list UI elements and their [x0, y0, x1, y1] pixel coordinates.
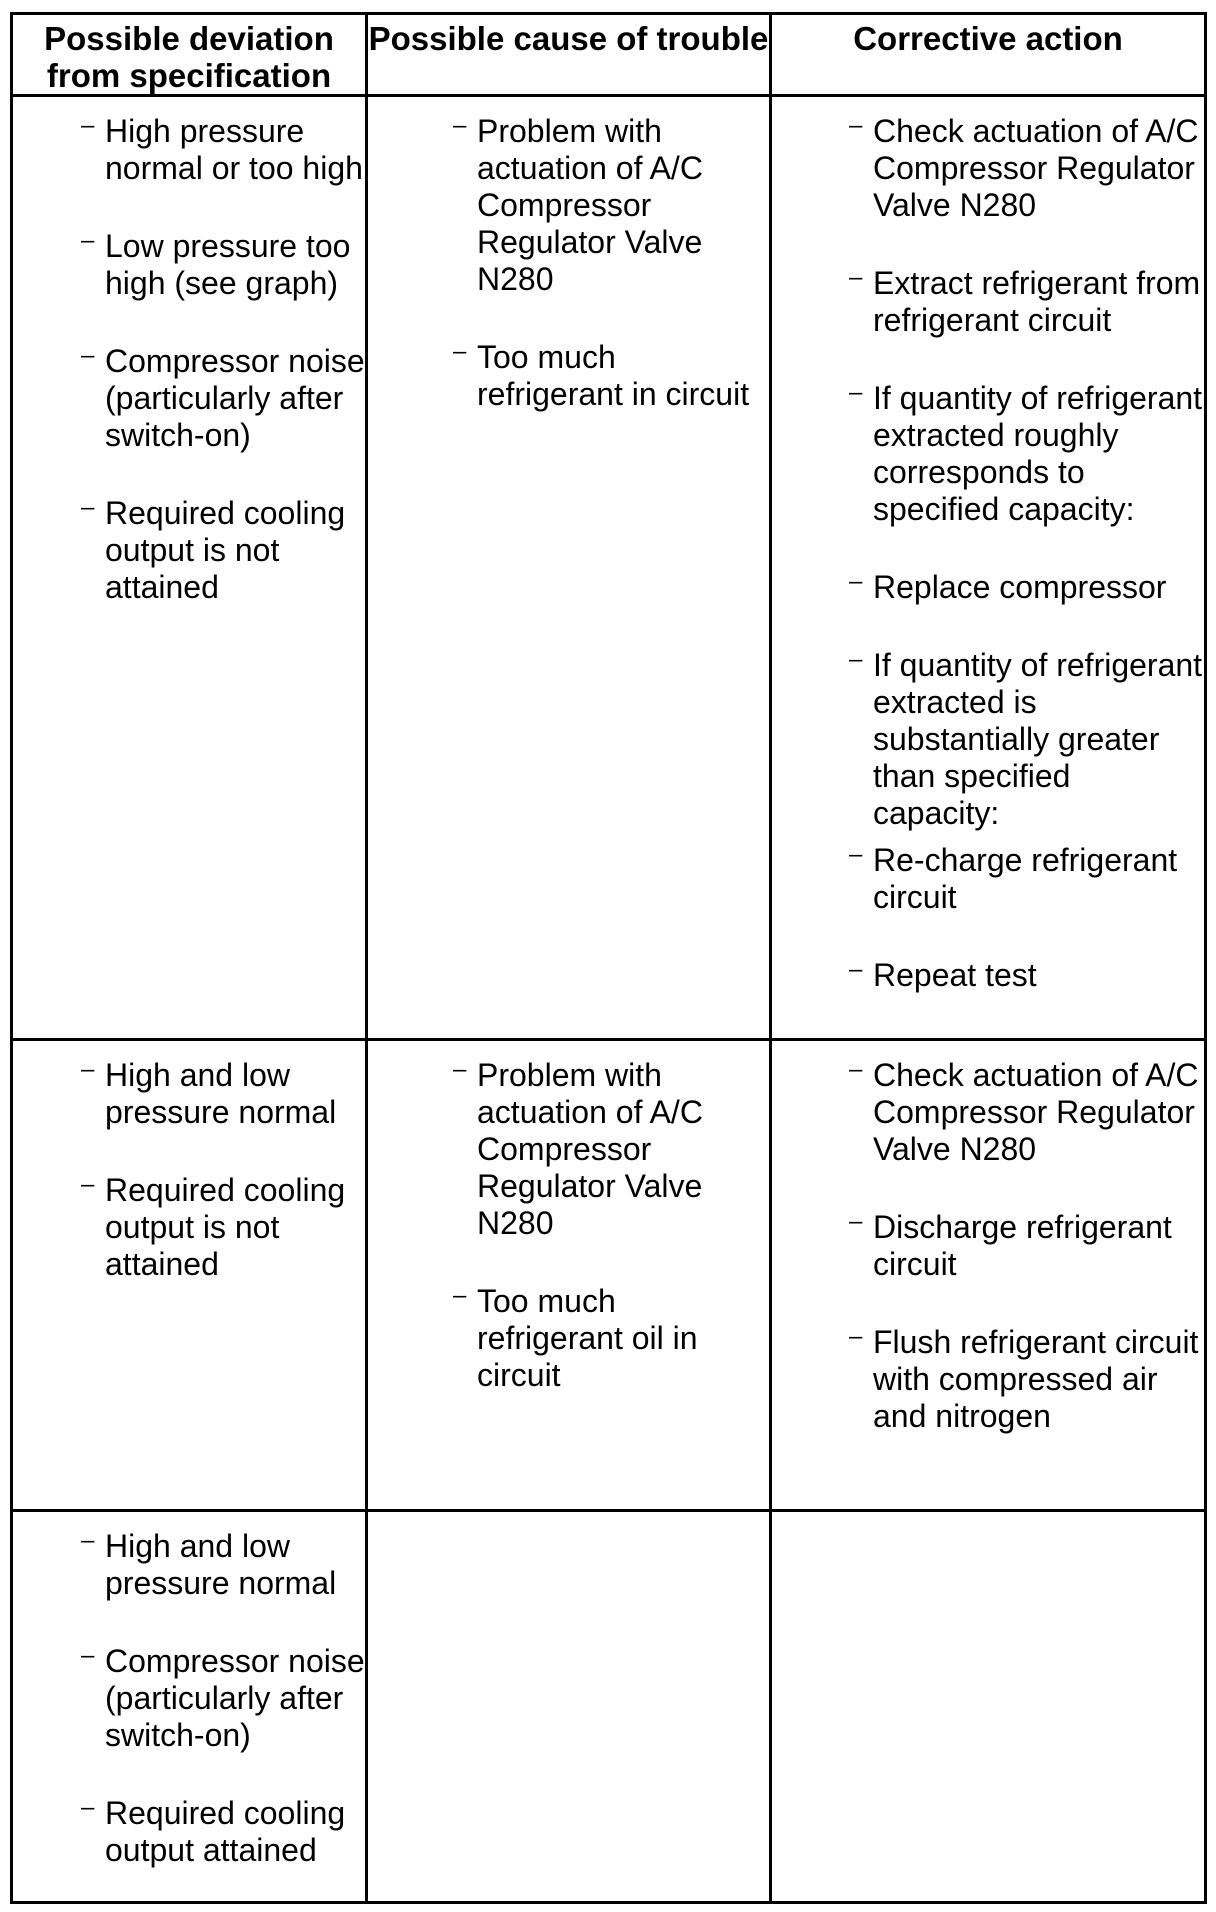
list-item: – Problem with actuation of A/C Compressor Regulator Valve N280 [477, 1057, 769, 1242]
header-action: Corrective action [771, 14, 1206, 96]
list-item: – Compressor noise (particularly after switch-on) [105, 343, 365, 454]
table-row [12, 96, 1206, 1040]
cause-cell [367, 1040, 771, 1511]
deviation-cell [12, 1040, 367, 1511]
list-item: – Problem with actuation of A/C Compressor Regulator Valve N280 [477, 113, 769, 298]
table-row [12, 1511, 1206, 1903]
deviation-cell [12, 96, 367, 1040]
list-item: – Compressor noise (particularly after switch-on) [105, 1643, 365, 1754]
list-item: – Extract refrigerant from refrigerant circuit [873, 265, 1204, 339]
list-item: – Repeat test [873, 957, 1204, 994]
header-cause: Possible cause of trouble [367, 14, 771, 96]
action-list [772, 1041, 1204, 1435]
list-item: – Replace compressor [873, 569, 1204, 606]
table-header-row [12, 14, 1206, 96]
list-item: – High and low pressure normal [105, 1528, 365, 1602]
list-item: – Re-charge refrigerant circuit [873, 842, 1204, 916]
deviation-cell [12, 1511, 367, 1903]
deviation-list [13, 1041, 365, 1283]
troubleshooting-table [10, 12, 1207, 1904]
cause-list [368, 1041, 769, 1394]
deviation-list [13, 1512, 365, 1869]
list-item: – Too much refrigerant oil in circuit [477, 1283, 769, 1394]
cause-cell [367, 96, 771, 1040]
cause-list [368, 97, 769, 413]
list-item: – If quantity of refrigerant extracted roughly corresponds to specified capacity: [873, 380, 1204, 528]
action-cell [771, 96, 1206, 1040]
list-item: – Flush refrigerant circuit with compressed air and nitrogen [873, 1324, 1204, 1435]
deviation-list [13, 97, 365, 606]
list-item: – High pressure normal or too high [105, 113, 365, 187]
list-item: – Required cooling output is not attained [105, 1172, 365, 1283]
action-cell [771, 1511, 1206, 1903]
table-row [12, 1040, 1206, 1511]
list-item: – Required cooling output attained [105, 1795, 365, 1869]
list-item: – Check actuation of A/C Compressor Regulator Valve N280 [873, 113, 1204, 224]
cause-cell [367, 1511, 771, 1903]
action-list [772, 97, 1204, 994]
action-cell [771, 1040, 1206, 1511]
list-item: – If quantity of refrigerant extracted is substantially greater than specified capacity: [873, 647, 1204, 832]
list-item: – Required cooling output is not attained [105, 495, 365, 606]
list-item: – Low pressure too high (see graph) [105, 228, 365, 302]
header-deviation: Possible deviation from specification [12, 14, 367, 96]
list-item: – Too much refrigerant in circuit [477, 339, 769, 413]
list-item: – High and low pressure normal [105, 1057, 365, 1131]
list-item: – Discharge refrigerant circuit [873, 1209, 1204, 1283]
list-item: – Check actuation of A/C Compressor Regulator Valve N280 [873, 1057, 1204, 1168]
